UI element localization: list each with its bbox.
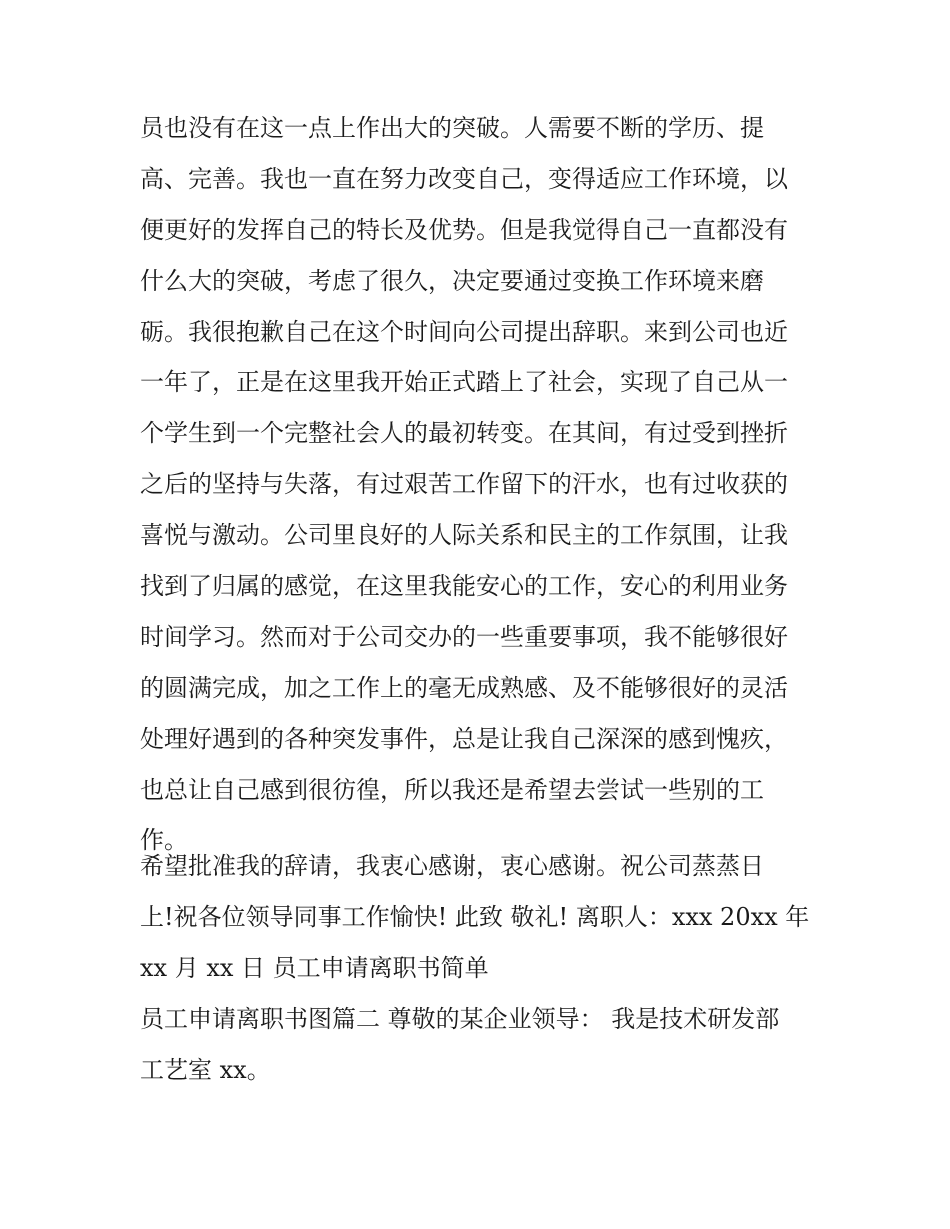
text-line: 处理好遇到的各种突发事件，总是让我自己深深的感到愧疚， (140, 724, 788, 753)
text-line: 砺。我很抱歉自己在这个时间向公司提出辞职。来到公司也近 (140, 317, 788, 346)
text-line: 一年了，正是在这里我开始正式踏上了社会，实现了自己从一 (140, 368, 788, 397)
text-line: 之后的坚持与失落，有过艰苦工作留下的汗水，也有过收获的 (140, 470, 788, 499)
text-line: 便更好的发挥自己的特长及优势。但是我觉得自己一直都没有 (140, 215, 788, 244)
text-line: 上!祝各位领导同事工作愉快! 此致 敬礼! 离职人：xxx 20xx 年 (140, 902, 810, 931)
text-line: 也总让自己感到很彷徨，所以我还是希望去尝试一些别的工 (140, 775, 764, 804)
text-line: 工艺室 xx。 (140, 1055, 271, 1084)
text-line: 员也没有在这一点上作出大的突破。人需要不断的学历、提 (140, 114, 764, 142)
paragraph-resignation-reason (140, 103, 820, 866)
text-line: 什么大的突破，考虑了很久，决定要通过变换工作环境来磨 (140, 266, 764, 295)
text-line: 个学生到一个完整社会人的最初转变。在其间，有过受到挫折 (140, 419, 788, 448)
text-line: 希望批准我的辞请，我衷心感谢，衷心感谢。祝公司蒸蒸日 (140, 852, 764, 880)
text-line: 时间学习。然而对于公司交办的一些重要事项，我不能够很好 (140, 622, 788, 651)
text-line: 员工申请离职书图篇二 尊敬的某企业领导： 我是技术研发部 (140, 1004, 780, 1033)
text-line: 喜悦与激动。公司里良好的人际关系和民主的工作氛围，让我 (140, 521, 788, 550)
text-line: 的圆满完成，加之工作上的毫无成熟感、及不能够很好的灵活 (140, 673, 788, 702)
paragraph-closing (140, 841, 820, 1095)
text-line: 高、完善。我也一直在努力改变自己，变得适应工作环境，以 (140, 164, 788, 193)
text-line: 作。 (140, 826, 188, 855)
text-line: xx 月 xx 日 员工申请离职书简单 (140, 953, 489, 982)
text-line: 找到了归属的感觉，在这里我能安心的工作，安心的利用业务 (140, 572, 788, 601)
